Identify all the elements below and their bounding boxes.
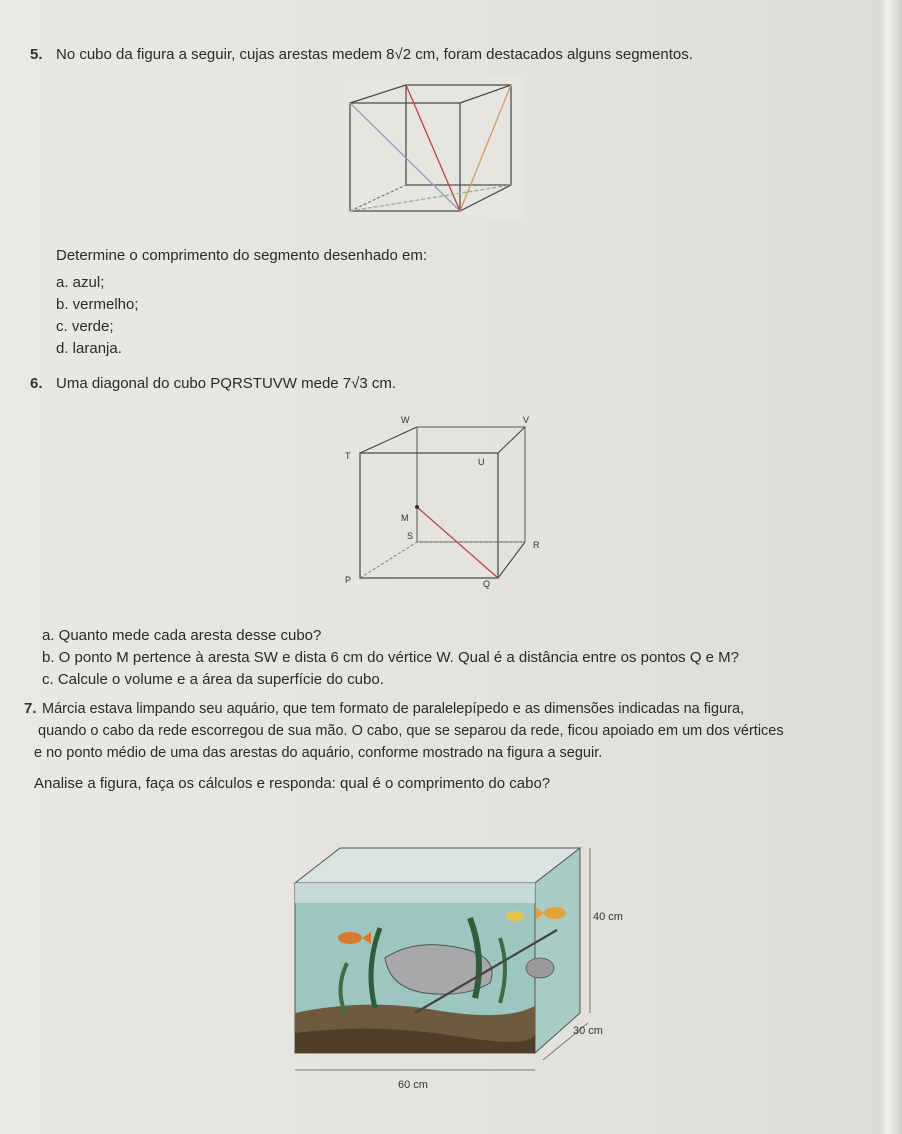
q6-cube-figure xyxy=(335,415,550,595)
q5-number: 5. xyxy=(30,46,43,63)
label-s: S xyxy=(407,531,414,541)
dim-depth: 30 cm xyxy=(573,1025,603,1037)
label-u: U xyxy=(478,457,485,467)
q6-item-b: b. O ponto M pertence à aresta SW e dista 6 cm do vértice W. Qual é a distância entre os pontos Q e M? xyxy=(42,649,740,666)
page-edge xyxy=(878,0,902,1134)
cube-back-face xyxy=(417,427,525,542)
label-w: W xyxy=(401,415,410,425)
q7-question: Analise a figura, faça os cálculos e responda: qual é o comprimento do cabo? xyxy=(34,775,551,792)
q7-line-1: Márcia estava limpando seu aquário, que tem formato de paralelepípedo e as dimensões indicadas na figura, xyxy=(42,701,745,717)
label-p: P xyxy=(345,575,352,585)
q6-item-c: c. Calcule o volume e a área da superfície do cubo. xyxy=(42,671,384,688)
q7-number: 7. xyxy=(24,700,37,717)
q5-instruction: Determine o comprimento do segmento desenhado em: xyxy=(56,247,428,264)
aquarium-side xyxy=(535,848,580,1053)
q5-statement: No cubo da figura a seguir, cujas arestas medem 8√2 cm, foram destacados alguns segmentos. xyxy=(56,46,693,63)
label-m: M xyxy=(401,513,409,523)
dim-height: 40 cm xyxy=(593,911,623,923)
yellow-fish xyxy=(544,907,566,919)
q7-line-2: quando o cabo da rede escorregou de sua mão. O cabo, que se separou da rede, ficou apoiado em um dos vértices xyxy=(38,723,784,739)
label-v: V xyxy=(523,415,530,425)
orange-fish xyxy=(338,932,362,944)
q5-item-a: a. azul; xyxy=(56,274,105,291)
q5-cube-figure xyxy=(340,78,525,218)
q6-number: 6. xyxy=(30,375,43,392)
label-r: R xyxy=(533,540,540,550)
dim-length: 60 cm xyxy=(398,1079,428,1091)
q5-item-c: c. verde; xyxy=(56,318,114,335)
point-m xyxy=(415,505,419,509)
label-q: Q xyxy=(483,579,491,589)
aquarium-top xyxy=(295,848,580,883)
q6-item-a: a. Quanto mede cada aresta desse cubo? xyxy=(42,627,322,644)
q6-statement: Uma diagonal do cubo PQRSTUVW mede 7√3 cm. xyxy=(56,375,397,392)
aquarium-figure xyxy=(285,838,645,1093)
label-t: T xyxy=(345,451,351,461)
q5-item-d: d. laranja. xyxy=(56,340,122,357)
q5-item-b: b. vermelho; xyxy=(56,296,139,313)
q7-line-3: e no ponto médio de uma das arestas do aquário, conforme mostrado na figura a seguir. xyxy=(34,745,603,761)
